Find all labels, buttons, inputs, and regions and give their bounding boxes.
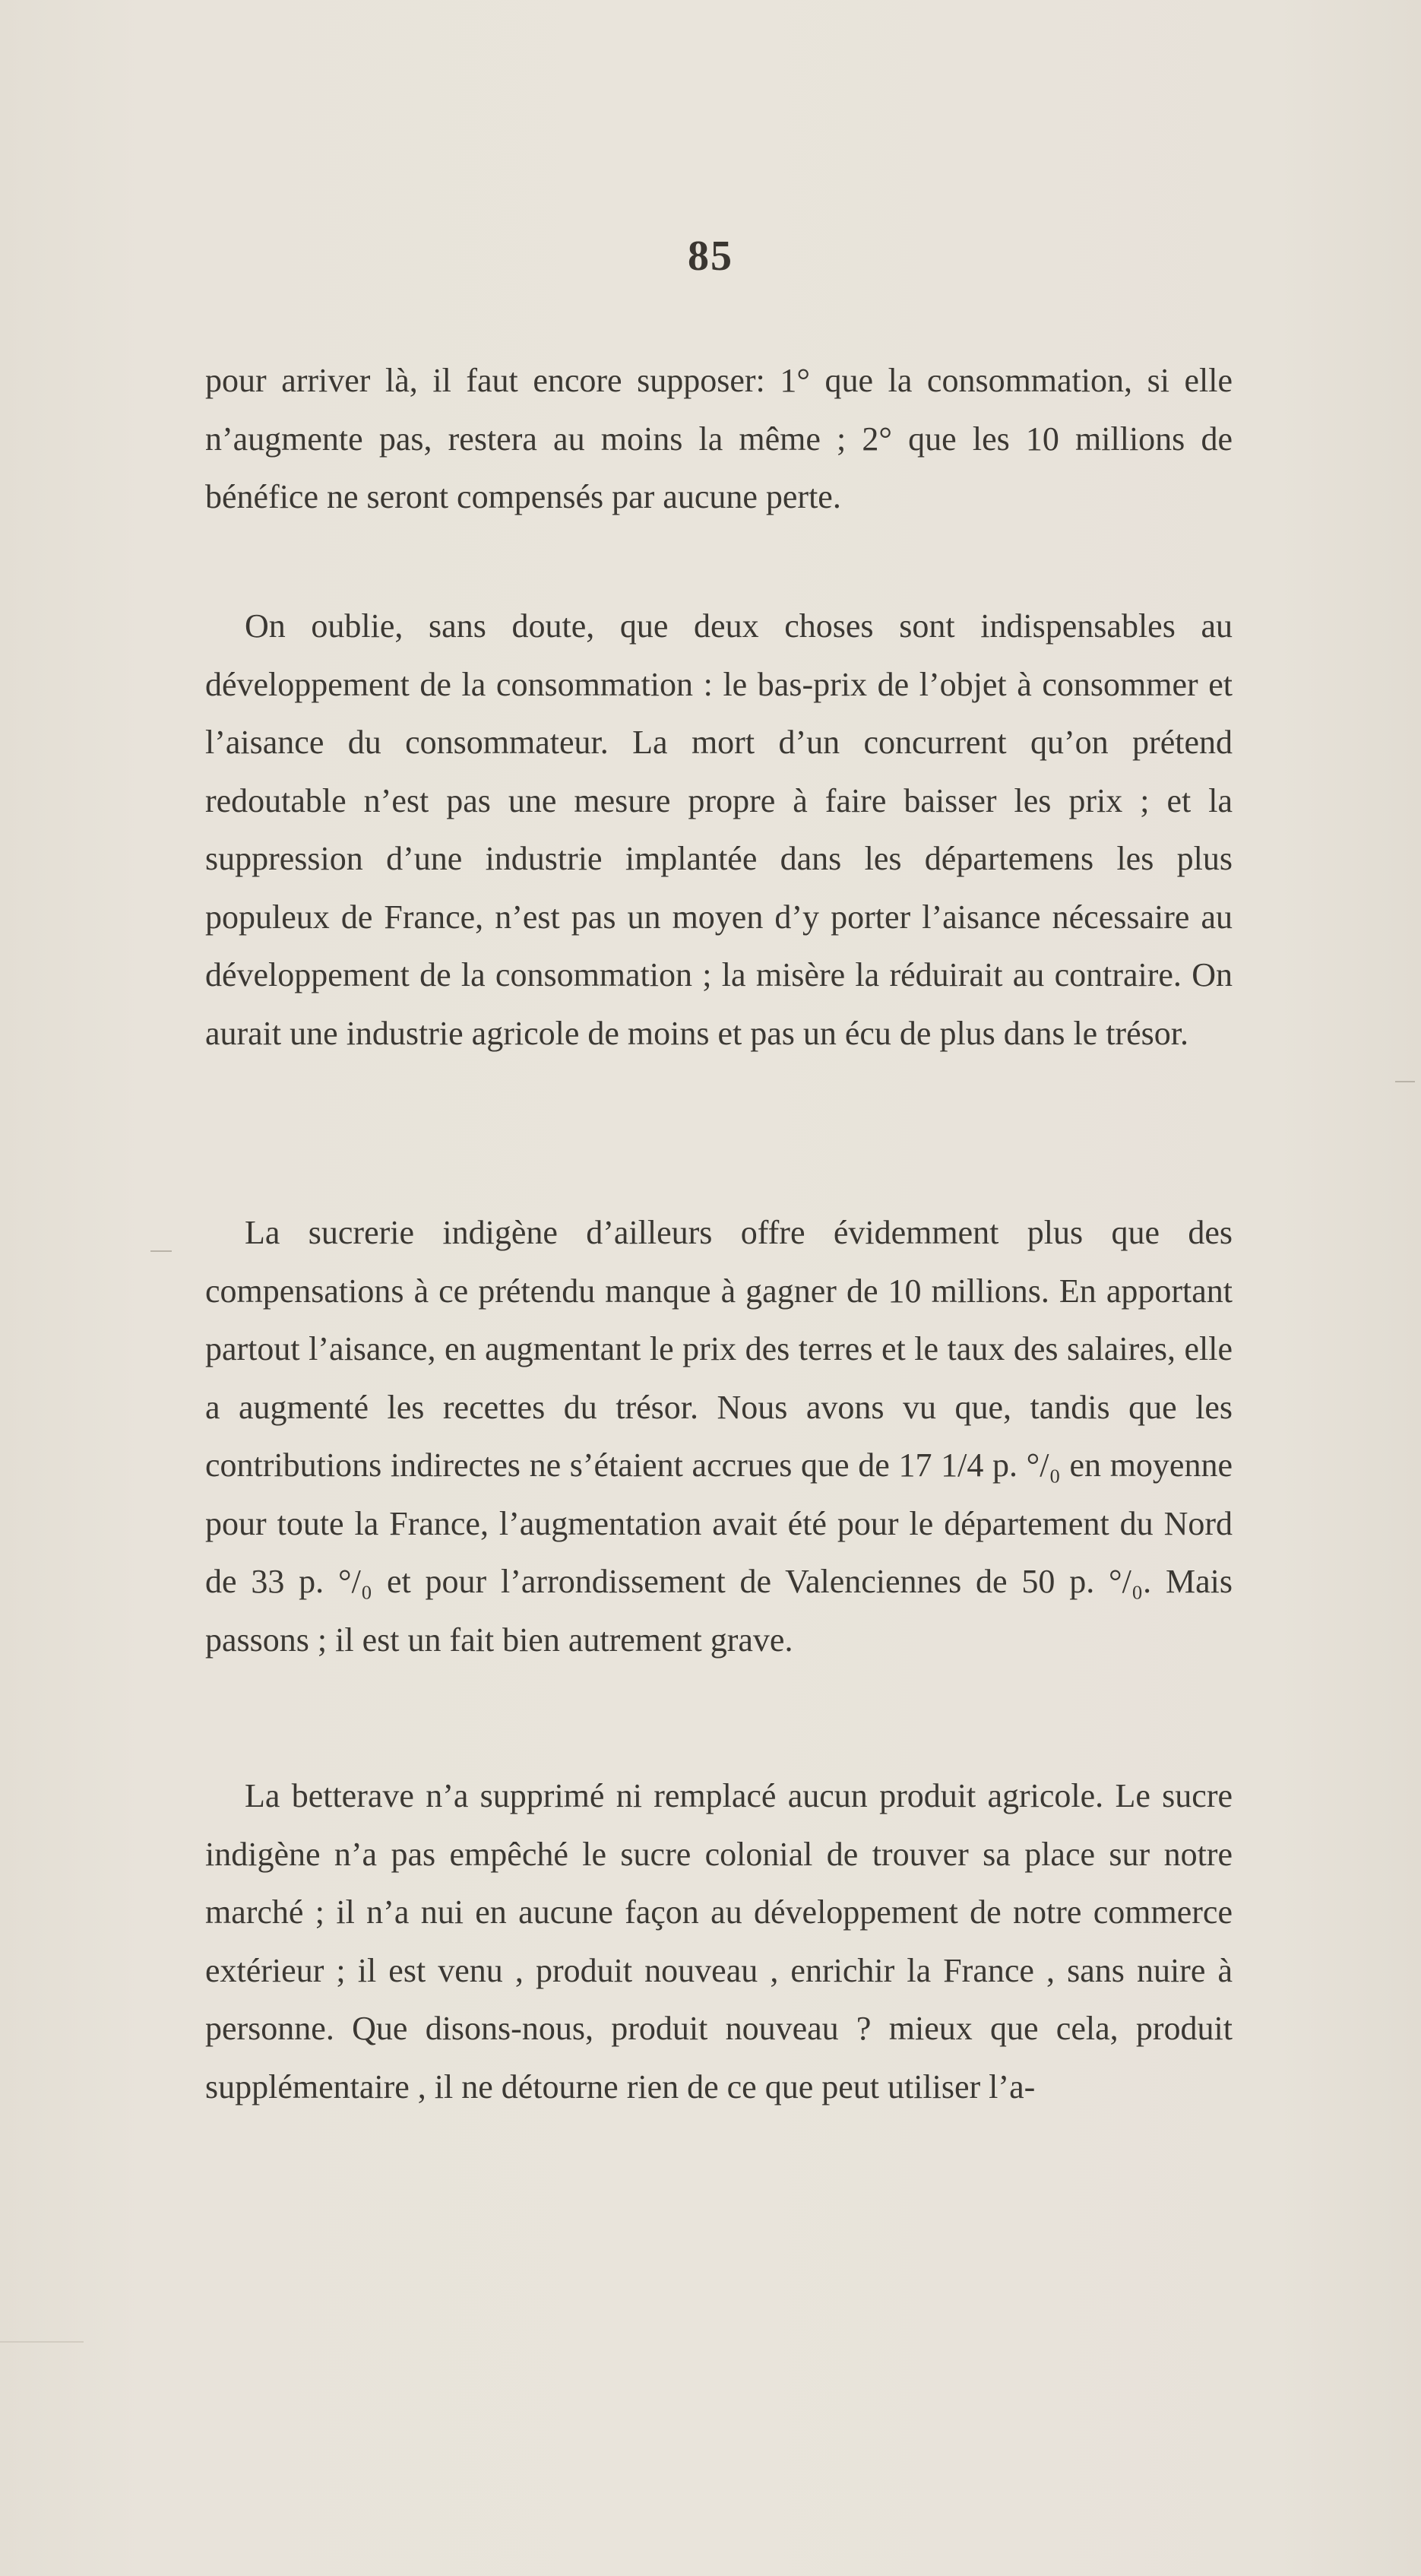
page-number: 85 (688, 233, 733, 280)
margin-mark (1395, 1081, 1415, 1082)
margin-mark (150, 1250, 172, 1252)
paragraph-1: pour arriver là, il faut encore supposer: 1° que la consommation, si elle n’augmente pas, restera au moins la même ; 2° que les 10 millions de bénéfice ne seront compensés par aucune perte. (205, 362, 1233, 515)
paragraph-4: La betterave n’a supprimé ni remplacé aucun produit agricole. Le sucre indigène n’a pas empêché le sucre colonial de trouver sa place sur notre marché ; il n’a nui en aucune façon au développement de notre commerce extérieur ; il est venu , produit nouveau , enrichir la France , sans nuire à personne. Que disons-nous, produit nouveau ? mieux que cela, produit supplémentaire , il ne détourne rien de ce que peut utiliser l’a- (205, 1777, 1233, 2105)
margin-mark (0, 2341, 84, 2343)
paragraph-2: On oublie, sans doute, que deux choses sont indispensables au développement de la consommation : le bas-prix de l’objet à consommer et l’aisance du consommateur. La mort d’un concurrent qu’on prétend redoutable n’est pas une mesure propre à faire baisser les prix ; et la suppression d’une industrie implantée dans les départemens les plus populeux de France, n’est pas un moyen d’y porter l’aisance nécessaire au développement de la consommation ; la misère la réduirait au contraire. On aurait une industrie agricole de moins et pas un écu de plus dans le trésor. (205, 607, 1233, 1052)
paragraph-3: La sucrerie indigène d’ailleurs offre évidemment plus que des compensations à ce prétendu manque à gagner de 10 millions. En apportant partout l’aisance, en augmentant le prix des terres et le taux des salaires, elle a augmenté les recettes du trésor. Nous avons vu que, tandis que les contributions indirectes ne s’étaient accrues que de 17 1/4 p. °/₀ en moyenne pour toute la France, l’augmentation avait été pour le département du Nord de 33 p. °/₀ et pour l’arrondissement de Valenciennes de 50 p. °/₀. Mais passons ; il est un fait bien autrement grave. (205, 1214, 1233, 1659)
